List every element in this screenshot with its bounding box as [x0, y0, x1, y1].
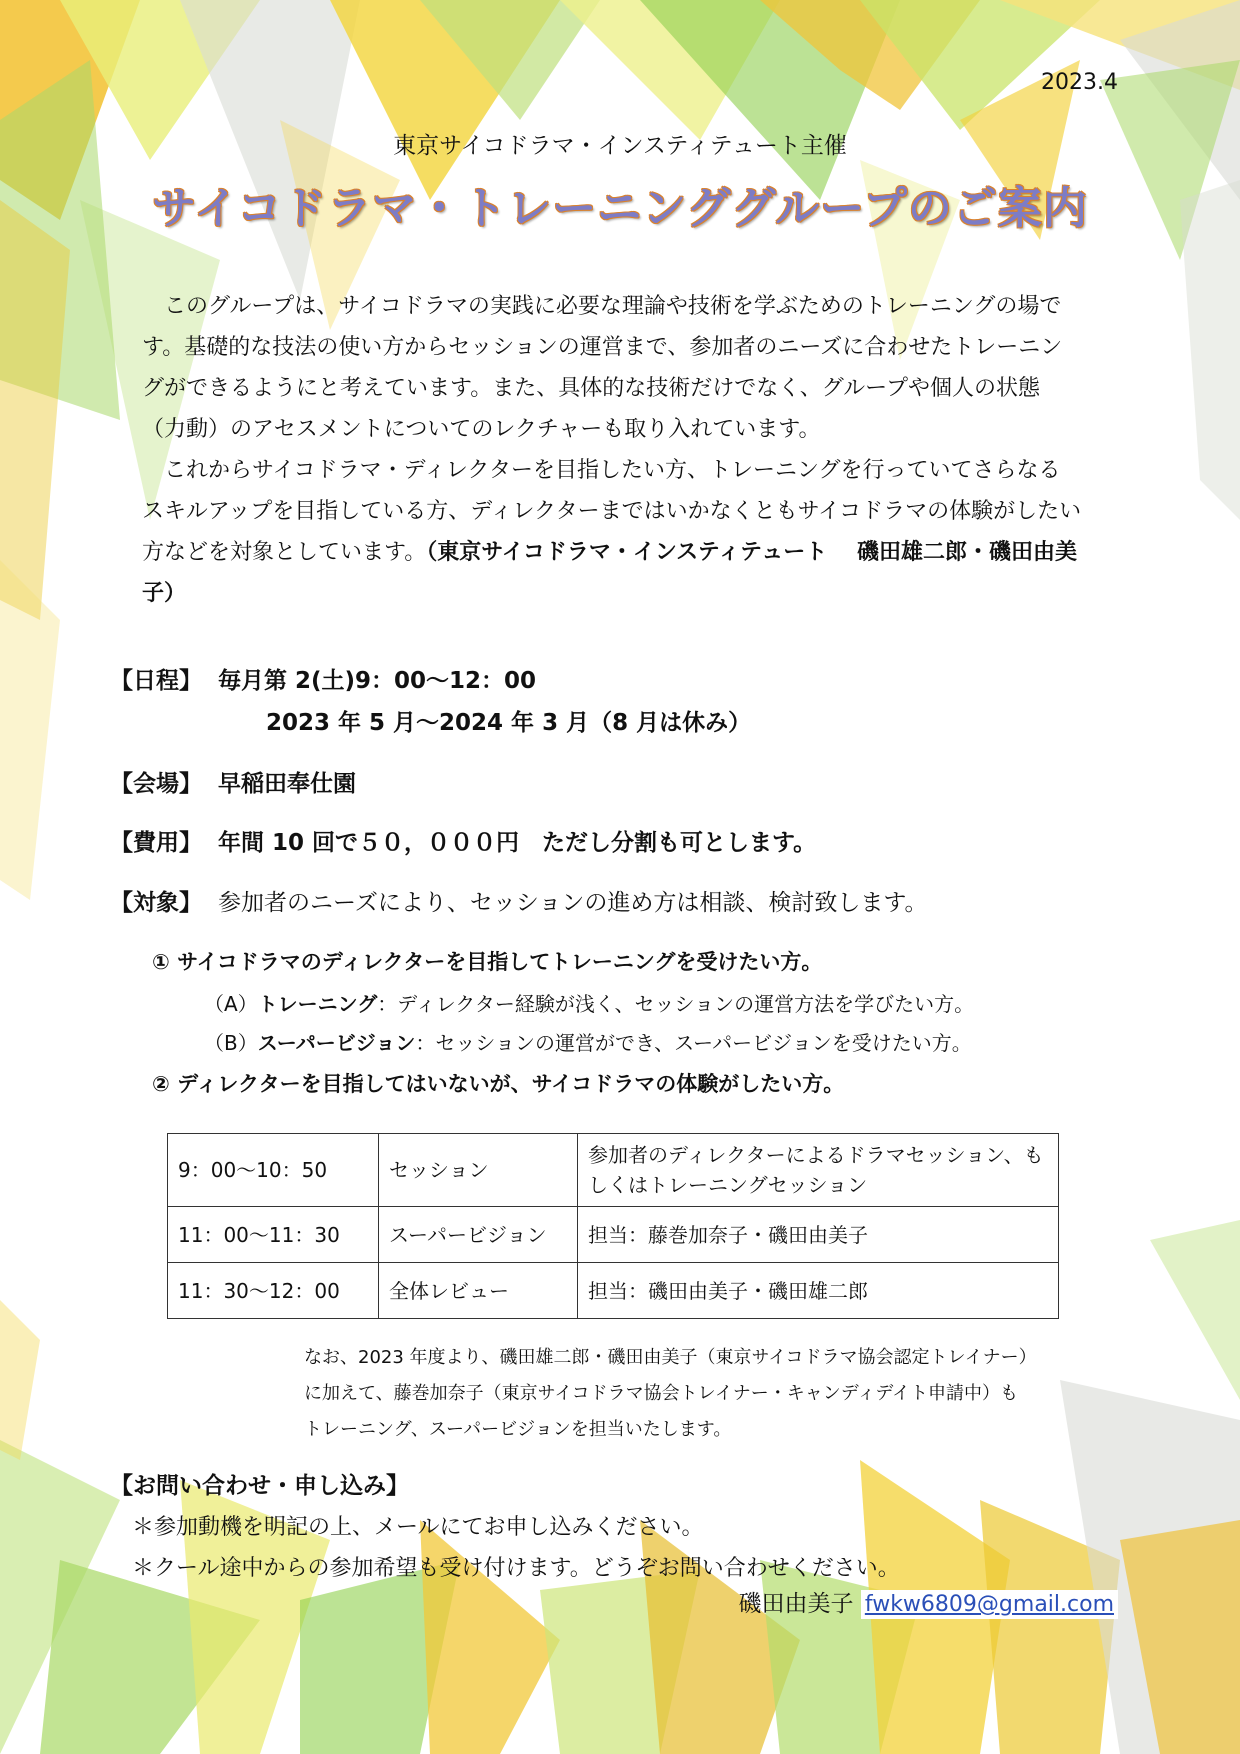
- note-line-2: に加えて、藤巻加奈子（東京サイコドラマ協会トレイナー・キャンディデイト申請中）も: [304, 1383, 1019, 1404]
- contact-signature: [739, 1585, 1118, 1618]
- contact-bullet-2: ＊クール途中からの参加希望も受け付けます。どうぞお問い合わせください。: [132, 1556, 900, 1581]
- activity-cell: 全体レビュー: [379, 1263, 578, 1319]
- time-cell: 11：00〜11：30: [168, 1207, 379, 1263]
- activity-cell: セッション: [379, 1134, 578, 1207]
- intro-signature: （東京サイコドラマ・インスティテュート 磯田雄二郎・磯田由美子）: [142, 540, 1077, 606]
- time-cell: 9：00〜10：50: [168, 1134, 379, 1207]
- target-row: [110, 884, 928, 917]
- target-item-1: ① サイコドラマのディレクターを目指してトレーニングを受けたい方。: [152, 950, 823, 974]
- table-row: [168, 1207, 1059, 1263]
- sub-b-text: ：セッションの運営ができ、スーパービジョンを受けたい方。: [415, 1031, 972, 1055]
- venue-label: 【会場】: [110, 771, 202, 797]
- sub-a-term: トレーニング: [257, 992, 378, 1016]
- intro-paragraph-2: [142, 450, 1082, 614]
- email-link[interactable]: fwkw6809@gmail.com: [861, 1590, 1118, 1619]
- contact-heading: 【お問い合わせ・申し込み】: [110, 1473, 409, 1499]
- contact-name: 磯田由美子: [738, 1591, 854, 1617]
- sub-b-term: スーパービジョン: [257, 1031, 416, 1055]
- schedule-label: 【日程】: [110, 668, 202, 694]
- time-cell: 11：30〜12：00: [168, 1263, 379, 1319]
- target-value: 参加者のニーズにより、セッションの進め方は相談、検討致します。: [218, 890, 928, 916]
- target-sub-a: [204, 988, 974, 1017]
- target-sub-b: [204, 1027, 972, 1056]
- note-line-1: なお、2023 年度より、磯田雄二郎・磯田由美子（東京サイコドラマ協会認定トレイナー）: [304, 1347, 1037, 1368]
- schedule-period: 2023 年 5 月〜2024 年 3 月（8 月は休み）: [266, 710, 752, 736]
- schedule-row: [110, 662, 536, 695]
- document-date: 2023.4: [1041, 70, 1118, 95]
- table-row: [168, 1263, 1059, 1319]
- schedule-value: 毎月第 2(土)9：00〜12：00: [218, 668, 537, 694]
- organizer-line: 東京サイコドラマ・インスティテュート主催: [393, 133, 847, 159]
- target-item-2: ② ディレクターを目指してはいないが、サイコドラマの体験がしたい方。: [152, 1072, 845, 1096]
- sub-a-text: ：ディレクター経験が浅く、セッションの運営方法を学びたい方。: [377, 992, 975, 1016]
- trainer-note: [304, 1340, 1124, 1448]
- detail-cell: 担当：磯田由美子・磯田雄二郎: [578, 1263, 1059, 1319]
- sub-b-prefix: （B）: [204, 1031, 258, 1055]
- intro-paragraph-2-text: これからサイコドラマ・ディレクターを目指したい方、トレーニングを行っていてさらなるスキルアップを目指している方、ディレクターまではいかなくともサイコドラマの体験がしたい方などを対象としています。: [142, 458, 1082, 565]
- note-line-3: トレーニング、スーパービジョンを担当いたします。: [304, 1419, 732, 1440]
- schedule-table: [167, 1133, 1059, 1319]
- table-row: [168, 1134, 1059, 1207]
- intro-paragraph-1: このグループは、サイコドラマの実践に必要な理論や技術を学ぶためのトレーニングの場です。基礎的な技法の使い方からセッションの運営まで、参加者のニーズに合わせたトレーニングができるようにと考えています。また、具体的な技術だけでなく、グループや個人の状態（力動）のアセスメントについてのレクチャーも取り入れています。: [142, 294, 1063, 442]
- fee-row: [110, 824, 816, 857]
- sub-a-prefix: （A）: [204, 992, 258, 1016]
- fee-label: 【費用】: [110, 830, 202, 856]
- fee-value: 年間 10 回で５０，０００円 ただし分割も可とします。: [218, 830, 817, 856]
- contact-bullet-1: ＊参加動機を明記の上、メールにてお申し込みください。: [132, 1515, 704, 1540]
- detail-cell: 担当：藤巻加奈子・磯田由美子: [578, 1207, 1059, 1263]
- page-title: サイコドラマ・トレーニンググループのご案内: [152, 183, 1088, 234]
- intro-text: [142, 286, 1082, 614]
- venue-row: [110, 765, 356, 798]
- detail-cell: 参加者のディレクターによるドラマセッション、もしくはトレーニングセッション: [578, 1134, 1059, 1207]
- venue-value: 早稲田奉仕園: [218, 771, 356, 797]
- activity-cell: スーパービジョン: [379, 1207, 578, 1263]
- target-label: 【対象】: [110, 890, 202, 916]
